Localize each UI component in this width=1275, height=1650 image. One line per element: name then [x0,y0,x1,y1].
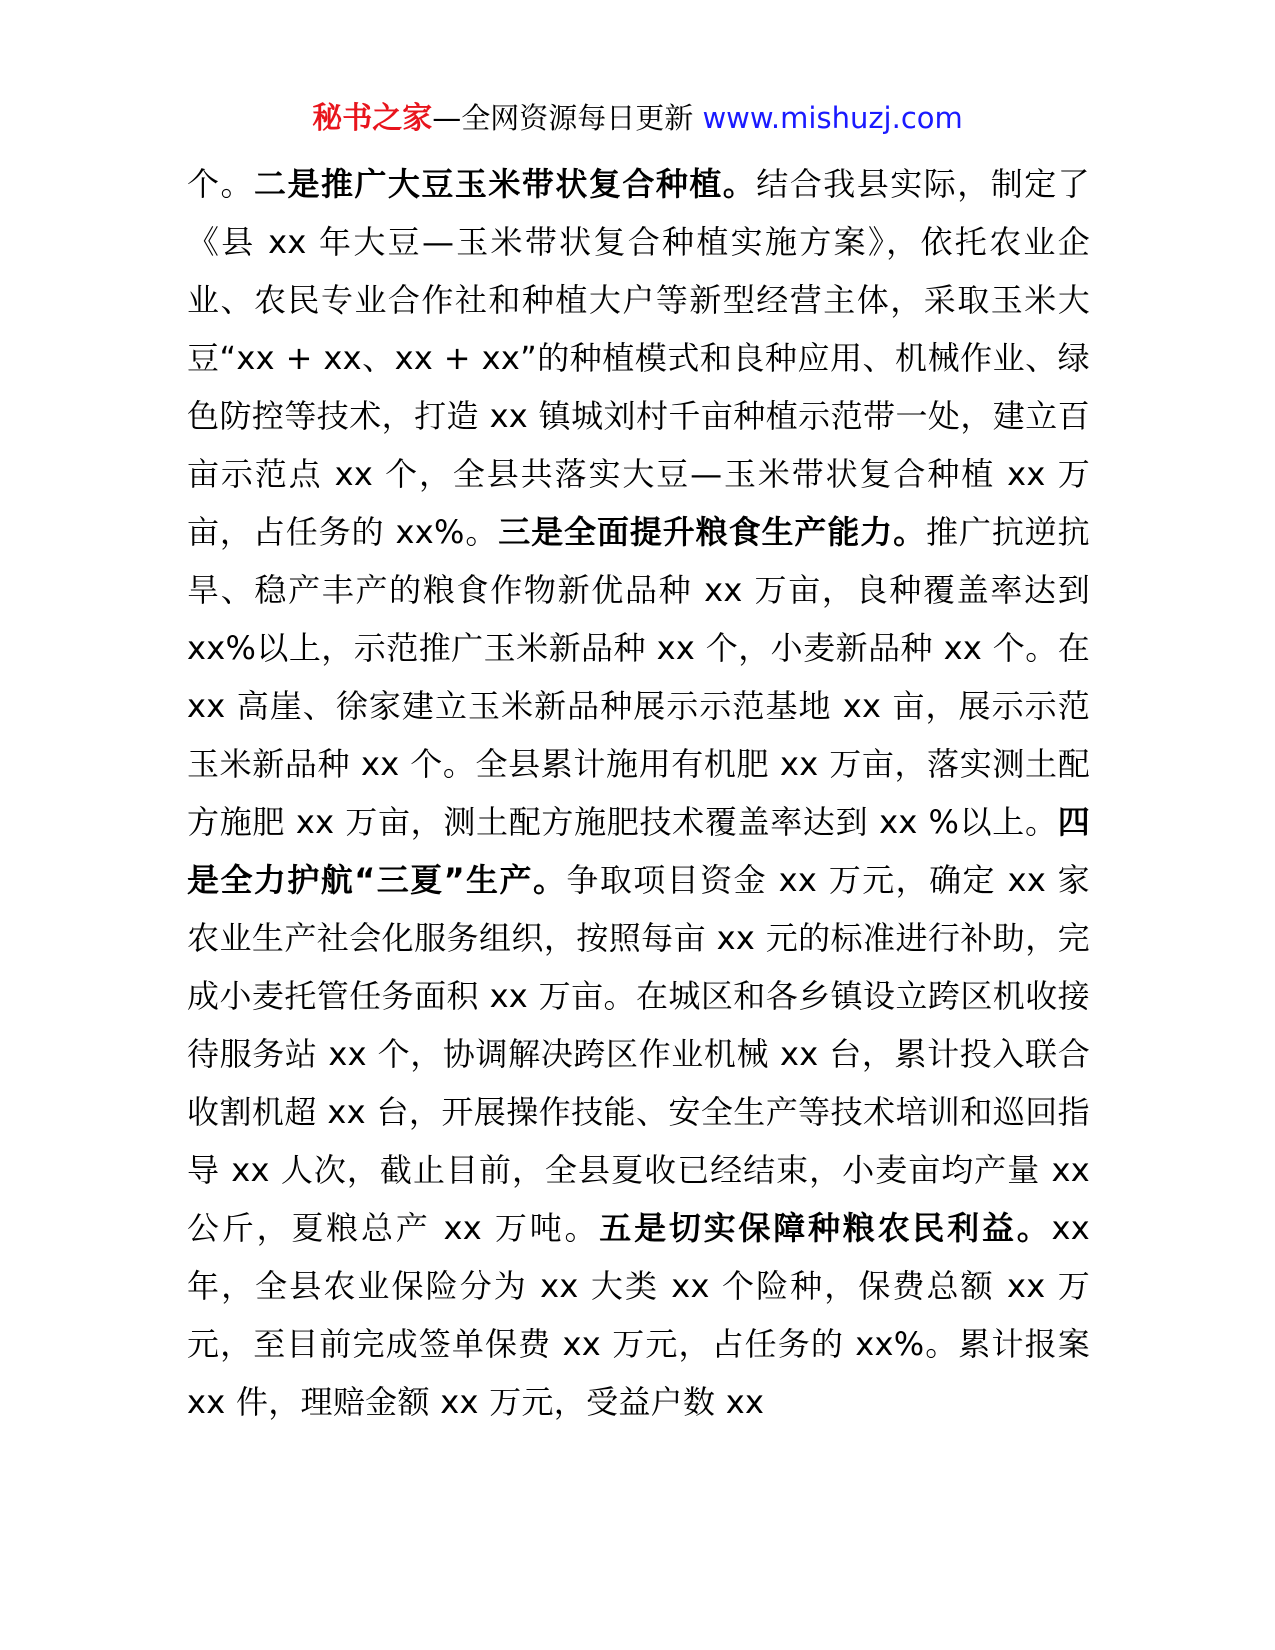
section-heading-4: 四是全力护航“三夏”生产。 [187,803,1090,899]
site-url-link[interactable]: www.mishuzj.com [702,101,963,135]
section-heading-2: 二是推广大豆玉米带状复合种植。 [253,165,757,203]
page-header [0,98,1275,139]
paragraph-text: 推广抗逆抗旱、稳产丰产的粮食作物新优品种 xx 万亩，良种覆盖率达到 xx%以上，示范推广玉米新品种 xx 个，小麦新品种 xx 个。在 xx 高崖、徐家建立玉米新品种展示示范基地 xx 亩，展示示范玉米新品种 xx 个。全县累计施用有机肥 xx 万亩，落实测土配方施肥 xx 万亩，测土配方施肥技术覆盖率达到 xx %以上。 [187,513,1090,841]
brand-name: 秘书之家 [312,101,433,136]
section-heading-3: 三是全面提升粮食生产能力。 [498,513,927,551]
section-heading-5: 五是切实保障种粮农民利益。 [599,1209,1052,1247]
paragraph-text: 个。 [187,165,254,203]
document-body [187,155,1090,1431]
paragraph-text: xx 年，全县农业保险分为 xx 大类 xx 个险种，保费总额 xx 万元，至目前完成签单保费 xx 万元，占任务的 xx%。累计报案 xx 件，理赔金额 xx 万元，受益户数 xx [187,1209,1091,1421]
paragraph-text: 争取项目资金 xx 万元，确定 xx 家农业生产社会化服务组织，按照每亩 xx 元的标准进行补助，完成小麦托管任务面积 xx 万亩。在城区和各乡镇设立跨区机收接待服务站 xx 个，协调解决跨区作业机械 xx 台，累计投入联合收割机超 xx 台，开展操作技能、安全生产等技术培训和巡回指导 xx 人次，截止目前，全县夏收已经结束，小麦亩均产量 xx 公斤，夏粮总产 xx 万吨。 [187,861,1090,1247]
header-slogan: —全网资源每日更新 [432,101,703,135]
paragraph-text: 结合我县实际，制定了《县 xx 年大豆—玉米带状复合种植实施方案》，依托农业企业、农民专业合作社和种植大户等新型经营主体，采取玉米大豆“xx + xx、xx + xx”的种植模式和良种应用、机械作业、绿色防控等技术，打造 xx 镇城刘村千亩种植示范带一处，建立百亩示范点 xx 个，全县共落实大豆—玉米带状复合种植 xx 万亩，占任务的 xx%。 [187,165,1090,551]
